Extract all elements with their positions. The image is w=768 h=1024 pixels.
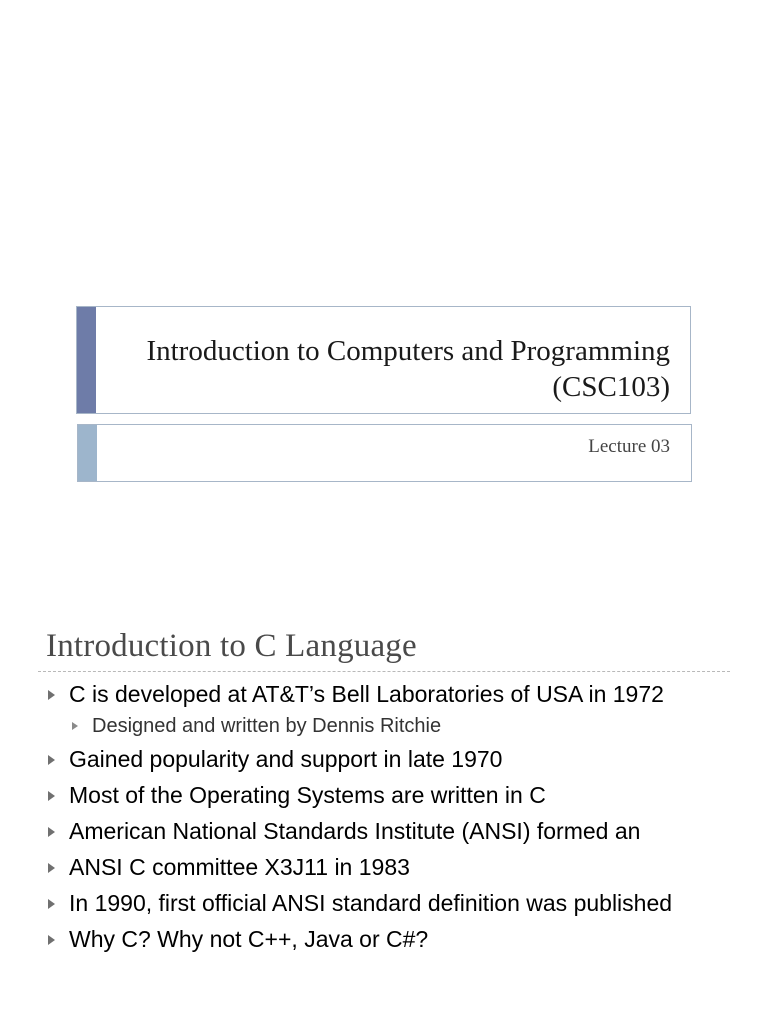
bullet-text: American National Standards Institute (ANSI) formed an xyxy=(69,818,641,844)
bullet-item xyxy=(46,817,736,846)
bullet-list xyxy=(46,680,736,961)
bullet-text: Most of the Operating Systems are written in C xyxy=(69,782,546,808)
bullet-item xyxy=(46,680,736,709)
bullet-text: Gained popularity and support in late 1970 xyxy=(69,746,503,772)
sub-bullet-text: Designed and written by Dennis Ritchie xyxy=(92,715,442,737)
title-divider xyxy=(38,671,730,672)
bullet-text: C is developed at AT&T’s Bell Laboratories of USA in 1972 xyxy=(69,681,664,707)
bullet-text: In 1990, first official ANSI standard definition was published xyxy=(69,890,673,916)
bullet-item xyxy=(46,853,736,882)
bullet-text: Why C? Why not C++, Java or C#? xyxy=(69,926,429,952)
slide-title: Introduction to Computers and Programming (CSC103) xyxy=(146,335,670,403)
title-accent-bar xyxy=(77,307,96,413)
sub-bullet-item xyxy=(46,713,736,739)
content-slide-title: Introduction to C Language xyxy=(46,628,417,664)
bullet-item xyxy=(46,781,736,810)
bullet-text: ANSI C committee X3J11 in 1983 xyxy=(69,854,410,880)
bullet-item xyxy=(46,925,736,954)
bullet-item xyxy=(46,889,736,918)
bullet-arrow-icon xyxy=(48,899,55,909)
bullet-arrow-icon xyxy=(48,935,55,945)
bullet-arrow-icon xyxy=(48,690,55,700)
bullet-arrow-icon xyxy=(48,755,55,765)
title-box xyxy=(76,306,691,414)
slide-subtitle: Lecture 03 xyxy=(588,436,670,457)
subtitle-box xyxy=(77,424,692,482)
bullet-arrow-icon xyxy=(48,827,55,837)
content-slide xyxy=(0,578,768,1024)
subtitle-accent-bar xyxy=(78,425,97,481)
sub-bullet-arrow-icon xyxy=(72,722,78,730)
bullet-item xyxy=(46,745,736,774)
bullet-arrow-icon xyxy=(48,863,55,873)
bullet-arrow-icon xyxy=(48,791,55,801)
